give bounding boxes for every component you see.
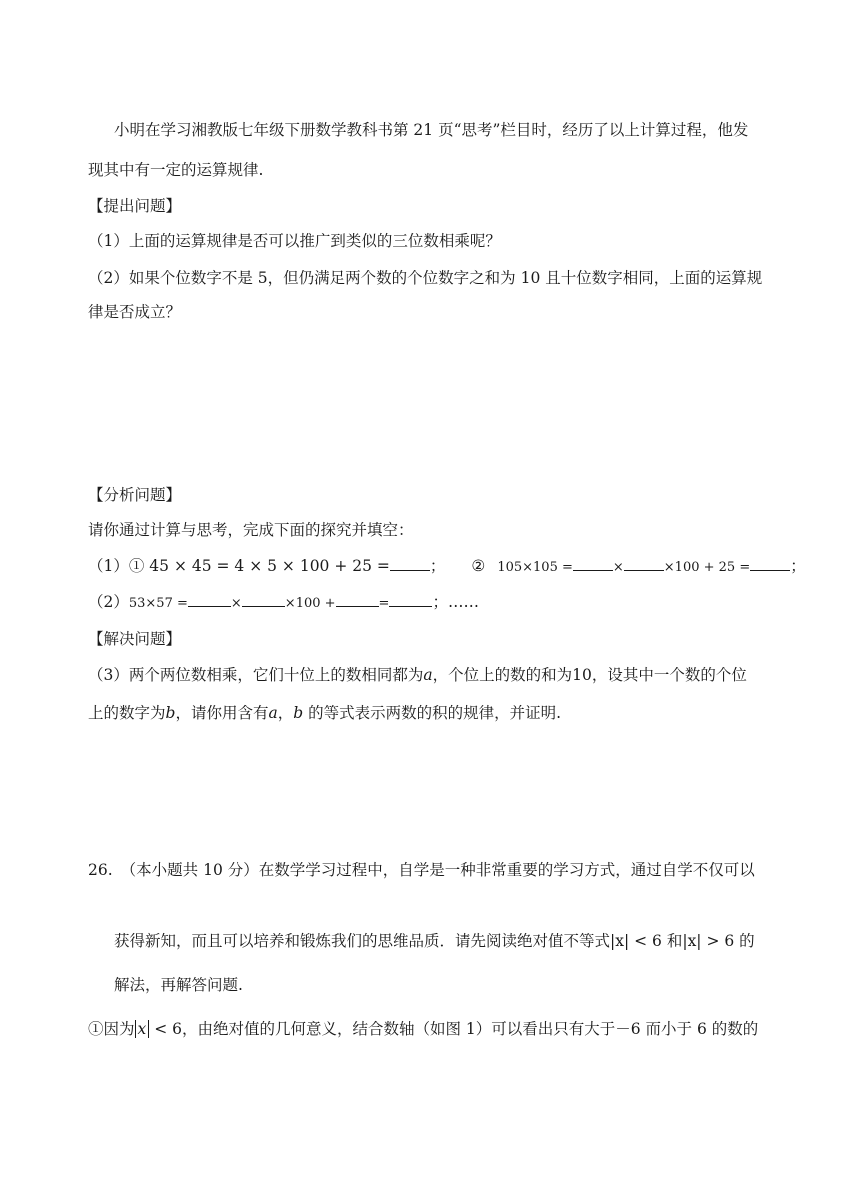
problem-26-line-1 (88, 860, 755, 880)
item1-separator: ； (429, 557, 446, 575)
solve-question-q3-line-2 (88, 703, 561, 723)
answer-blank[interactable] (336, 592, 379, 607)
reading-prefix: ①因为 (88, 1020, 135, 1038)
answer-blank[interactable] (389, 592, 432, 607)
inequality-less-than: |x| < 6 (610, 932, 662, 950)
q3-text-b: ，个位上的数的和为 (432, 666, 573, 684)
intro-line-1: 小明在学习湘教版七年级下册数学教科书第 21 页“思考”栏目时，经历了以上计算过程，他发 (114, 121, 749, 139)
inequality-greater-than: |x| > 6 (682, 932, 735, 950)
answer-blank[interactable] (573, 556, 613, 571)
problem-26-text-2b: 的 (734, 932, 755, 950)
q3-line2-text-a: 上的数字为 (88, 704, 166, 722)
reading-line-1 (88, 1019, 758, 1039)
raise-question-q1: （1）上面的运算规律是否可以推广到类似的三位数相乘呢？ (88, 232, 501, 250)
variable-b: b (293, 704, 304, 722)
raise-question-q2-line-2: 律是否成立？ (88, 303, 182, 321)
q3-text-c: ，设其中一个数的个位 (591, 666, 747, 684)
intro-line-2: 现其中有一定的运算规律. (88, 161, 264, 179)
raise-question-q2-line-1: （2）如果个位数字不是 5，但仍满足两个数的个位数字之和为 10 且十位数字相同，上面的运算规 (88, 269, 763, 287)
item2-times-2: ×100 + (284, 596, 336, 611)
answer-blank[interactable] (624, 556, 664, 571)
solve-question-q3-line-1 (88, 665, 747, 685)
item2-equals: = (378, 596, 390, 611)
q3-line2-text-d: 的等式表示两数的积的规律，并证明. (303, 704, 562, 722)
problem-26-line-2 (114, 931, 755, 951)
answer-blank[interactable] (750, 556, 790, 571)
problem-26-text-1: （本小题共 10 分）在数学学习过程中，自学是一种非常重要的学习方式，通过自学不仅可以 (120, 861, 755, 879)
problem-26-line-3: 解法，再解答问题. (114, 976, 243, 994)
analyze-item-2 (88, 592, 479, 614)
item1-end: ； (790, 557, 806, 575)
raise-question-heading: 【提出问题】 (88, 197, 182, 215)
absolute-value-x: x (135, 1020, 150, 1038)
conjunction-and: 和 (661, 932, 683, 950)
answer-blank[interactable] (242, 592, 285, 607)
number-ten: 10 (572, 666, 592, 684)
item1-expression-a: 45 × 45 = 4 × 5 × 100 + 25 = (149, 557, 390, 575)
item2-prefix: （2） (88, 593, 129, 611)
answer-blank[interactable] (188, 592, 231, 607)
analyze-instruction: 请你通过计算与思考，完成下面的探究并填空： (88, 521, 414, 539)
variable-b: b (165, 704, 176, 722)
item1-expression-b-end: ×100 + 25 = (663, 560, 751, 575)
variable-a: a (268, 704, 278, 722)
problem-number: 26. (88, 861, 113, 879)
solve-question-heading: 【解决问题】 (88, 630, 182, 648)
analyze-item-1 (88, 556, 806, 578)
item1-times: × (612, 560, 624, 575)
q3-line2-text-c: ， (277, 704, 294, 722)
variable-a: a (423, 666, 433, 684)
item2-expression-start: 53×57 = (128, 596, 188, 611)
item1-expression-b-start: 105×105 = (497, 560, 573, 575)
item1-prefix: （1）① (88, 557, 150, 575)
analyze-question-heading: 【分析问题】 (88, 486, 182, 504)
item2-end: ；…… (432, 593, 479, 611)
answer-blank[interactable] (390, 556, 430, 571)
reading-text: < 6，由绝对值的几何意义，结合数轴（如图 1）可以看出只有大于－6 而小于 6 的数的 (149, 1020, 759, 1038)
item1-circle-two: ② (471, 557, 486, 575)
item2-times-1: × (230, 596, 242, 611)
q3-text-a: （3）两个两位数相乘，它们十位上的数相同都为 (88, 666, 424, 684)
problem-26-text-2a: 获得新知，而且可以培养和锻炼我们的思维品质．请先阅读绝对值不等式 (114, 932, 611, 950)
q3-line2-text-b: ，请你用含有 (175, 704, 269, 722)
